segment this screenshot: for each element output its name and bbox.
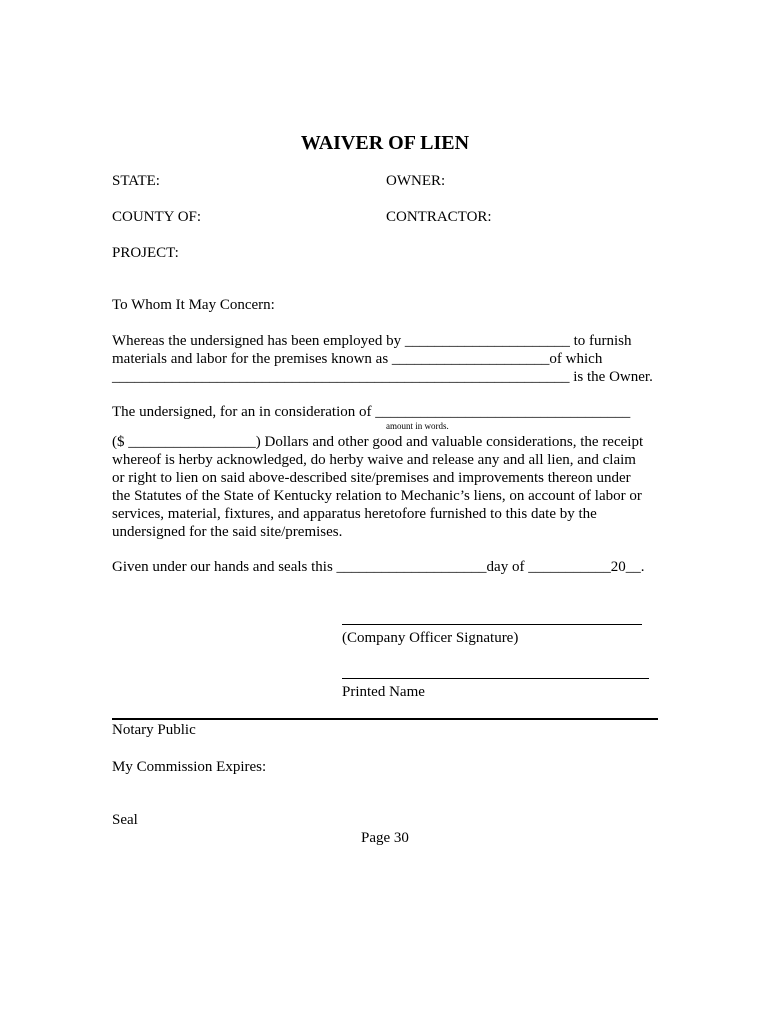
seal-label: Seal (112, 812, 138, 828)
page-number: Page 30 (361, 830, 409, 846)
contractor-label: CONTRACTOR: (386, 209, 492, 225)
amount-in-words-caption: amount in words. (386, 421, 449, 431)
consideration-line: The undersigned, for an in consideration of __________________________________ (112, 404, 631, 420)
section-divider (112, 718, 658, 720)
whereas-line-1: Whereas the undersigned has been employed by ______________________ to furnish (112, 333, 632, 349)
consideration-body-2: whereof is herby acknowledged, do herby waive and release any and all lien, and claim (112, 452, 636, 468)
document-title: WAIVER OF LIEN (300, 132, 470, 154)
printed-name-line[interactable] (342, 678, 649, 679)
whereas-line-3: _____________________________________________________________ is the Owner. (112, 369, 653, 385)
consideration-body-3: or right to lien on said above-described site/premises and improvements thereon under (112, 470, 631, 486)
project-label: PROJECT: (112, 245, 179, 261)
officer-signature-line[interactable] (342, 624, 642, 625)
consideration-body-6: undersigned for the said site/premises. (112, 524, 343, 540)
whereas-line-2: materials and labor for the premises known as _____________________of which (112, 351, 603, 367)
consideration-body-4: the Statutes of the State of Kentucky relation to Mechanic’s liens, on account of labor or (112, 488, 642, 504)
consideration-body-1: ($ _________________) Dollars and other good and valuable considerations, the receipt (112, 434, 644, 450)
notary-public-label: Notary Public (112, 722, 196, 738)
commission-expires-label: My Commission Expires: (112, 759, 267, 775)
consideration-body-5: services, material, fixtures, and apparatus heretofore furnished to this date by the (112, 506, 597, 522)
given-under-line: Given under our hands and seals this ____________________day of ___________20__. (112, 559, 645, 575)
county-label: COUNTY OF: (112, 209, 202, 225)
printed-name-label: Printed Name (342, 684, 425, 700)
salutation: To Whom It May Concern: (112, 297, 275, 313)
owner-label: OWNER: (386, 173, 446, 189)
state-label: STATE: (112, 173, 160, 189)
officer-signature-label: (Company Officer Signature) (342, 630, 519, 646)
